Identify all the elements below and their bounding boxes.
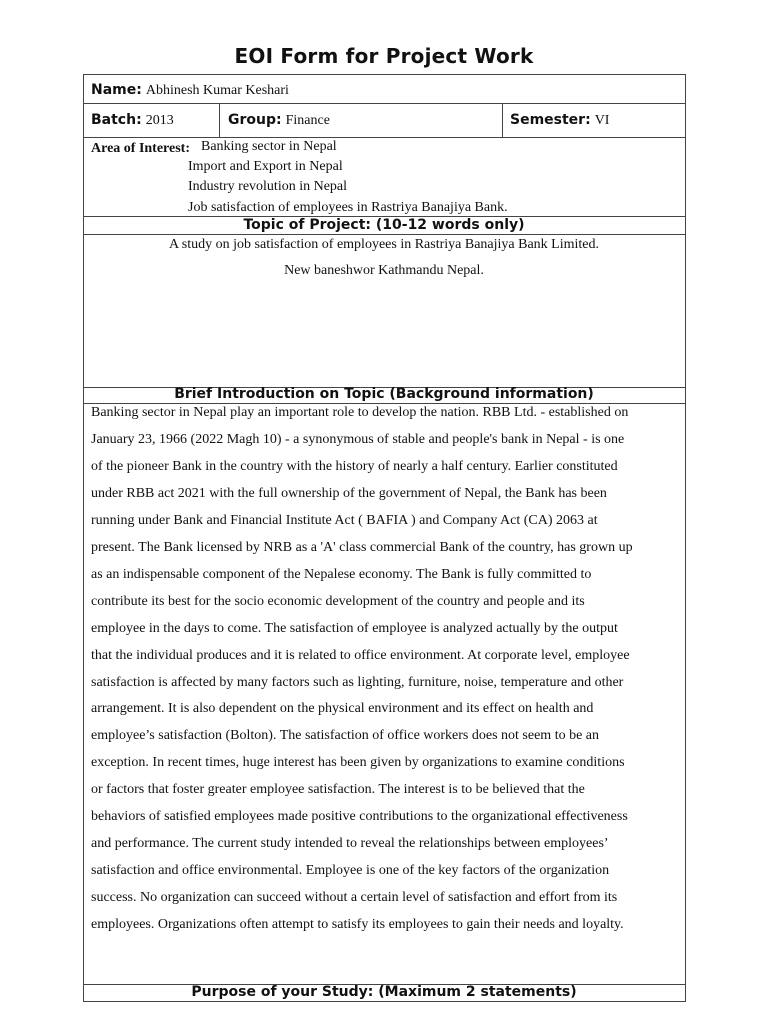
intro-line: and performance. The current study intended to reveal the relationships between employees’ [91, 836, 609, 852]
intro-line: exception. In recent times, huge interest has been given by organizations to examine conditions [91, 755, 625, 771]
area-item: Job satisfaction of employees in Rastriya Banajiya Bank. [188, 200, 508, 215]
intro-line: present. The Bank licensed by NRB as a 'A' class commercial Bank of the country, has grown up [91, 539, 633, 555]
area-item: Import and Export in Nepal [188, 159, 343, 174]
intro-line: running under Bank and Financial Institute Act ( BAFIA ) and Company Act (CA) 2063 at [91, 512, 598, 528]
intro-line: or factors that foster greater employee satisfaction. The interest is to be believed that the [91, 782, 585, 798]
topic-heading: Topic of Project: (10-12 words only) [243, 217, 525, 233]
intro-line: of the pioneer Bank in the country with the history of nearly a half century. Earlier constituted [91, 458, 618, 474]
area-of-interest [91, 139, 190, 157]
intro-line: arrangement. It is also dependent on the physical environment and its effect on health and [91, 701, 594, 717]
group-label: Group: [228, 112, 282, 128]
intro-line: success. No organization can succeed without a certain level of satisfaction and effort from its [91, 890, 618, 906]
intro-line: employees. Organizations often attempt to satisfy its employees to gain their needs and loyalty. [91, 917, 624, 933]
intro-line: that the individual produces and it is related to office environment. At corporate level, employee [91, 647, 630, 663]
divider [83, 403, 685, 404]
divider [83, 137, 685, 138]
group-value: Finance [285, 113, 330, 128]
divider [83, 234, 685, 235]
intro-line: January 23, 1966 (2022 Magh 10) - a synonymous of stable and people's bank in Nepal - is one [91, 431, 625, 447]
area-item: Industry revolution in Nepal [188, 179, 348, 194]
semester-cell [510, 111, 609, 129]
intro-heading: Brief Introduction on Topic (Background information) [174, 386, 594, 402]
name-label: Name: [91, 82, 142, 98]
semester-label: Semester: [510, 112, 591, 128]
name-value: Abhinesh Kumar Keshari [145, 83, 289, 98]
intro-line: contribute its best for the socio economic development of the country and people and its [91, 593, 585, 609]
topic-line: New baneshwor Kathmandu Nepal. [284, 263, 484, 278]
name-row [91, 81, 289, 99]
intro-line: satisfaction is affected by many factors such as lighting, furniture, noise, temperature and other [91, 674, 624, 690]
area-label: Area of Interest: [91, 141, 191, 156]
group-cell [228, 111, 330, 129]
intro-line: satisfaction and office environmental. Employee is one of the key factors of the organization [91, 863, 610, 879]
divider [219, 103, 220, 137]
intro-line: under RBB act 2021 with the full ownership of the government of Nepal, the Bank has been [91, 485, 607, 501]
intro-line: as an indispensable component of the Nepalese economy. The Bank is fully committed to [91, 566, 592, 582]
batch-label: Batch: [91, 112, 142, 128]
topic-line: A study on job satisfaction of employees in Rastriya Banajiya Bank Limited. [168, 237, 600, 252]
divider [83, 103, 685, 104]
purpose-heading: Purpose of your Study: (Maximum 2 statements) [191, 984, 577, 1000]
area-item: Banking sector in Nepal [201, 139, 337, 154]
intro-line: behaviors of satisfied employees made positive contributions to the organizational effectiveness [91, 809, 628, 825]
intro-line: employee in the days to come. The satisfaction of employee is analyzed actually by the output [91, 620, 618, 636]
intro-line: Banking sector in Nepal play an important role to develop the nation. RBB Ltd. - established on [91, 405, 629, 420]
semester-value: VI [594, 113, 610, 128]
batch-value: 2013 [145, 113, 174, 128]
divider [502, 103, 503, 137]
intro-line: employee’s satisfaction (Bolton). The satisfaction of office workers does not seem to be an [91, 728, 600, 744]
batch-cell [91, 111, 174, 129]
form-title: EOI Form for Project Work [234, 44, 534, 68]
